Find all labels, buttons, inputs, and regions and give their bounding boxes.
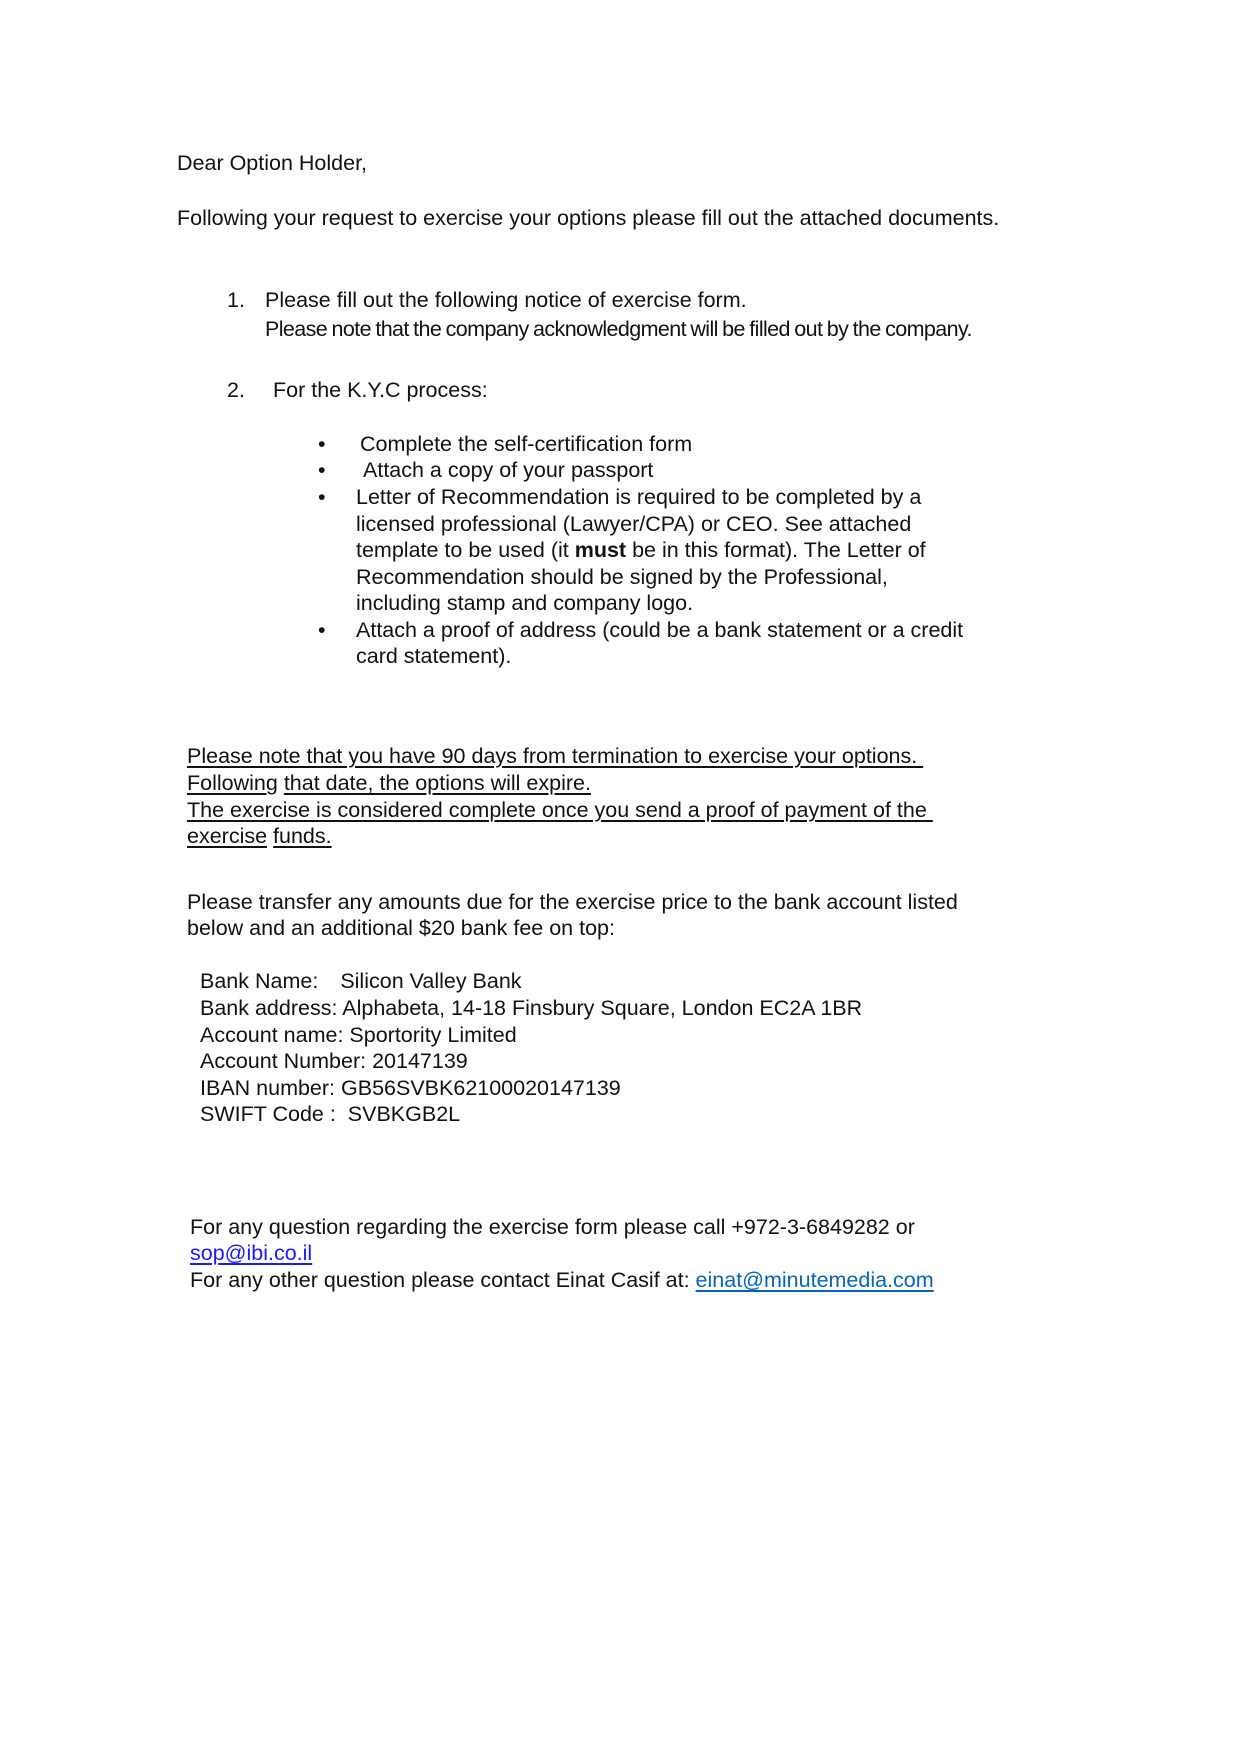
kyc-item-3-line-3-post: be in this format). The Letter of bbox=[626, 538, 926, 562]
kyc-item-4-line-2: card statement). bbox=[356, 644, 512, 668]
kyc-item-self-certification: Complete the self-certification form bbox=[360, 432, 693, 456]
account-number-value: 20147139 bbox=[372, 1049, 468, 1073]
iban-value: GB56SVBK62100020147139 bbox=[341, 1076, 621, 1100]
notice-line-4b: funds. bbox=[273, 824, 332, 848]
kyc-item-3-line-5: including stamp and company logo. bbox=[356, 591, 694, 615]
transfer-line-1: Please transfer any amounts due for the exercise price to the bank account listed bbox=[187, 890, 958, 914]
swift-row bbox=[200, 1101, 460, 1128]
step-2-number: 2. bbox=[227, 378, 245, 402]
kyc-item-passport: Attach a copy of your passport bbox=[363, 458, 654, 482]
bullet-icon: • bbox=[318, 432, 326, 456]
contact-line-3 bbox=[190, 1267, 934, 1294]
notice-line-4 bbox=[187, 823, 332, 850]
kyc-item-3-line-1: Letter of Recommendation is required to be completed by a bbox=[356, 485, 922, 509]
bank-address-label: Bank address: bbox=[200, 996, 338, 1020]
bullet-icon: • bbox=[318, 485, 326, 509]
iban-row bbox=[200, 1075, 621, 1102]
step-1-line-1: Please fill out the following notice of exercise form. bbox=[265, 288, 747, 312]
greeting: Dear Option Holder, bbox=[177, 151, 368, 175]
kyc-item-4-line-1: Attach a proof of address (could be a bank statement or a credit bbox=[356, 618, 964, 642]
account-name-value: Sportority Limited bbox=[349, 1023, 517, 1047]
emphasis-must: must bbox=[574, 538, 627, 562]
transfer-line-2: below and an additional $20 bank fee on top: bbox=[187, 916, 615, 940]
account-number-label: Account Number: bbox=[200, 1049, 367, 1073]
bank-name-row bbox=[200, 968, 522, 995]
intro-paragraph: Following your request to exercise your options please fill out the attached documents. bbox=[177, 206, 1000, 230]
swift-label: SWIFT Code : bbox=[200, 1102, 336, 1126]
iban-label: IBAN number: bbox=[200, 1076, 336, 1100]
account-name-label: Account name: bbox=[200, 1023, 344, 1047]
notice-line-2 bbox=[187, 770, 591, 797]
notice-line-4a: exercise bbox=[187, 824, 268, 848]
bank-address-row bbox=[200, 995, 862, 1022]
bank-address-value: Alphabeta, 14-18 Finsbury Square, London EC2A 1BR bbox=[342, 996, 863, 1020]
bullet-icon: • bbox=[318, 618, 326, 642]
contact-line-2 bbox=[190, 1240, 312, 1267]
kyc-item-3-line-4: Recommendation should be signed by the Professional, bbox=[356, 565, 888, 589]
contact-line-1: For any question regarding the exercise form please call +972-3-6849282 or bbox=[190, 1215, 915, 1239]
bank-name-value: Silicon Valley Bank bbox=[340, 969, 522, 993]
account-name-row bbox=[200, 1022, 517, 1049]
swift-value: SVBKGB2L bbox=[347, 1102, 461, 1126]
bank-name-label: Bank Name: bbox=[200, 969, 319, 993]
notice-line-3: The exercise is considered complete once you send a proof of payment of the bbox=[187, 798, 933, 822]
kyc-item-3-line-2: licensed professional (Lawyer/CPA) or CEO. See attached bbox=[356, 512, 912, 536]
notice-line-1: Please note that you have 90 days from termination to exercise your options. bbox=[187, 744, 924, 768]
bullet-icon: • bbox=[318, 458, 326, 482]
step-2-line-1: For the K.Y.C process: bbox=[273, 378, 488, 402]
kyc-item-3-line-3-pre: template to be used (it bbox=[356, 538, 575, 562]
notice-line-2b: that date, the options will expire. bbox=[283, 771, 591, 795]
step-1-number: 1. bbox=[227, 288, 245, 312]
step-1-line-2: Please note that the company acknowledgment will be filled out by the company. bbox=[265, 317, 972, 341]
einat-email-link[interactable]: einat@minutemedia.com bbox=[695, 1268, 934, 1292]
kyc-item-3-line-3 bbox=[356, 537, 926, 564]
notice-line-2a: Following bbox=[187, 771, 278, 795]
contact-line-3-text: For any other question please contact Einat Casif at: bbox=[190, 1268, 696, 1292]
sop-email-link[interactable]: sop@ibi.co.il bbox=[190, 1241, 313, 1265]
account-number-row bbox=[200, 1048, 468, 1075]
